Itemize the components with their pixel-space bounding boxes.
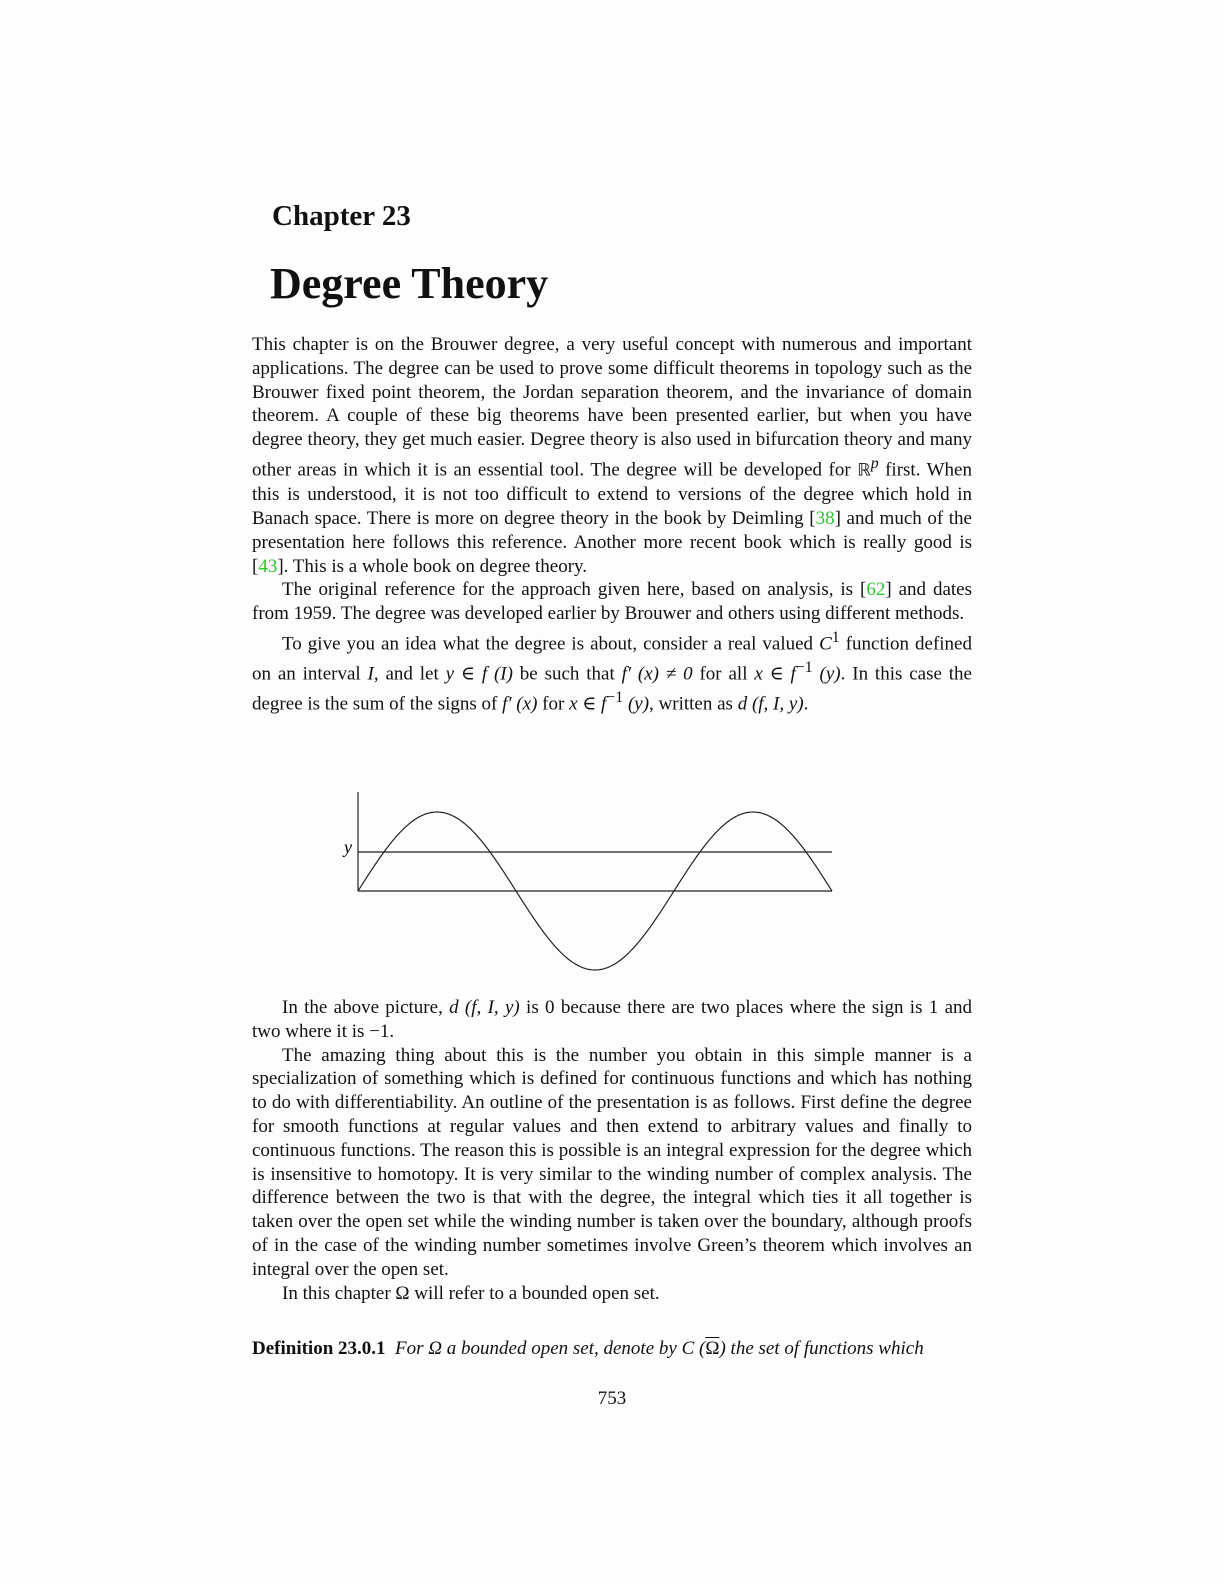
y-label: y xyxy=(344,837,352,857)
paragraph-omega: In this chapter Ω will refer to a bounded open set. xyxy=(282,1282,660,1304)
definition-label: Definition 23.0.1 xyxy=(252,1338,386,1359)
definition-block xyxy=(252,1337,972,1361)
citation-link[interactable]: 62 xyxy=(866,579,886,601)
paragraph-idea: To give you an idea what the degree is about, consider a real valued $C^1$ function defined on an interval I, and let y ∈ f (I) be such that f′ (x) ≠ 0 for all x ∈ $f^{-1}$ (y). In this case the degree is the sum of the signs of f′ (x) for x ∈ $f^{-1}$ (y), written as d (f, I, y). xyxy=(252,628,972,715)
chapter-title: Degree Theory xyxy=(270,259,549,308)
sine-figure xyxy=(336,790,856,980)
citation-link[interactable]: 43 xyxy=(258,555,278,577)
definition-body: For Ω a bounded open set, denote by C $(\overline{\Omega})$ the set of functions which xyxy=(395,1338,924,1359)
chapter-label: Chapter 23 xyxy=(272,200,411,232)
paragraph-outline: The amazing thing about this is the number you obtain in this simple manner is a specialization of something which is defined for continuous functions and which has nothing to do with differentiability. An outline of the presentation is as follows. First define the degree for smooth functions at regular values and then extend to arbitrary values and finally to continuous functions. The reason this is possible is an integral expression for the degree which is insensitive to homotopy. It is very similar to the winding number of complex analysis. The difference between the two is that with the degree, the integral which ties it all together is taken over the open set while the winding number is taken over the boundary, although proofs of in the case of the winding number sometimes involve Green’s theorem which involves an integral over the open set. xyxy=(252,1044,972,1280)
paragraph-intro: This chapter is on the Brouwer degree, a very useful concept with numerous and important applications. The degree can be used to prove some difficult theorems in topology such as the Brouwer fixed point theorem, the Jordan separation theorem, and the invariance of domain theorem. A couple of these big theorems have been presented earlier, but when you have degree theory, they get much easier. Degree theory is also used in bifurcation theory and many other areas in which it is an essential tool. The degree will be developed for ℝ$^p$ first. When this is understood, it is not too difficult to extend to versions of the degree which hold in Banach space. There is more on degree theory in the book by Deimling [38] and much of the presentation here follows this reference. Another more recent book which is really good is [43]. This is a whole book on degree theory. xyxy=(252,334,972,577)
citation-link[interactable]: 38 xyxy=(815,507,835,529)
body-text-upper xyxy=(252,333,972,716)
page-number: 753 xyxy=(597,1388,627,1409)
body-text-lower xyxy=(252,996,972,1305)
paragraph-picture: In the above picture, d (f, I, y) is 0 because there are two places where the sign is 1 and two where it is −1. xyxy=(252,997,973,1042)
paragraph-reference: The original reference for the approach given here, based on analysis, is [62] and dates from 1959. The degree was developed earlier by Brouwer and others using different methods. xyxy=(252,579,972,625)
